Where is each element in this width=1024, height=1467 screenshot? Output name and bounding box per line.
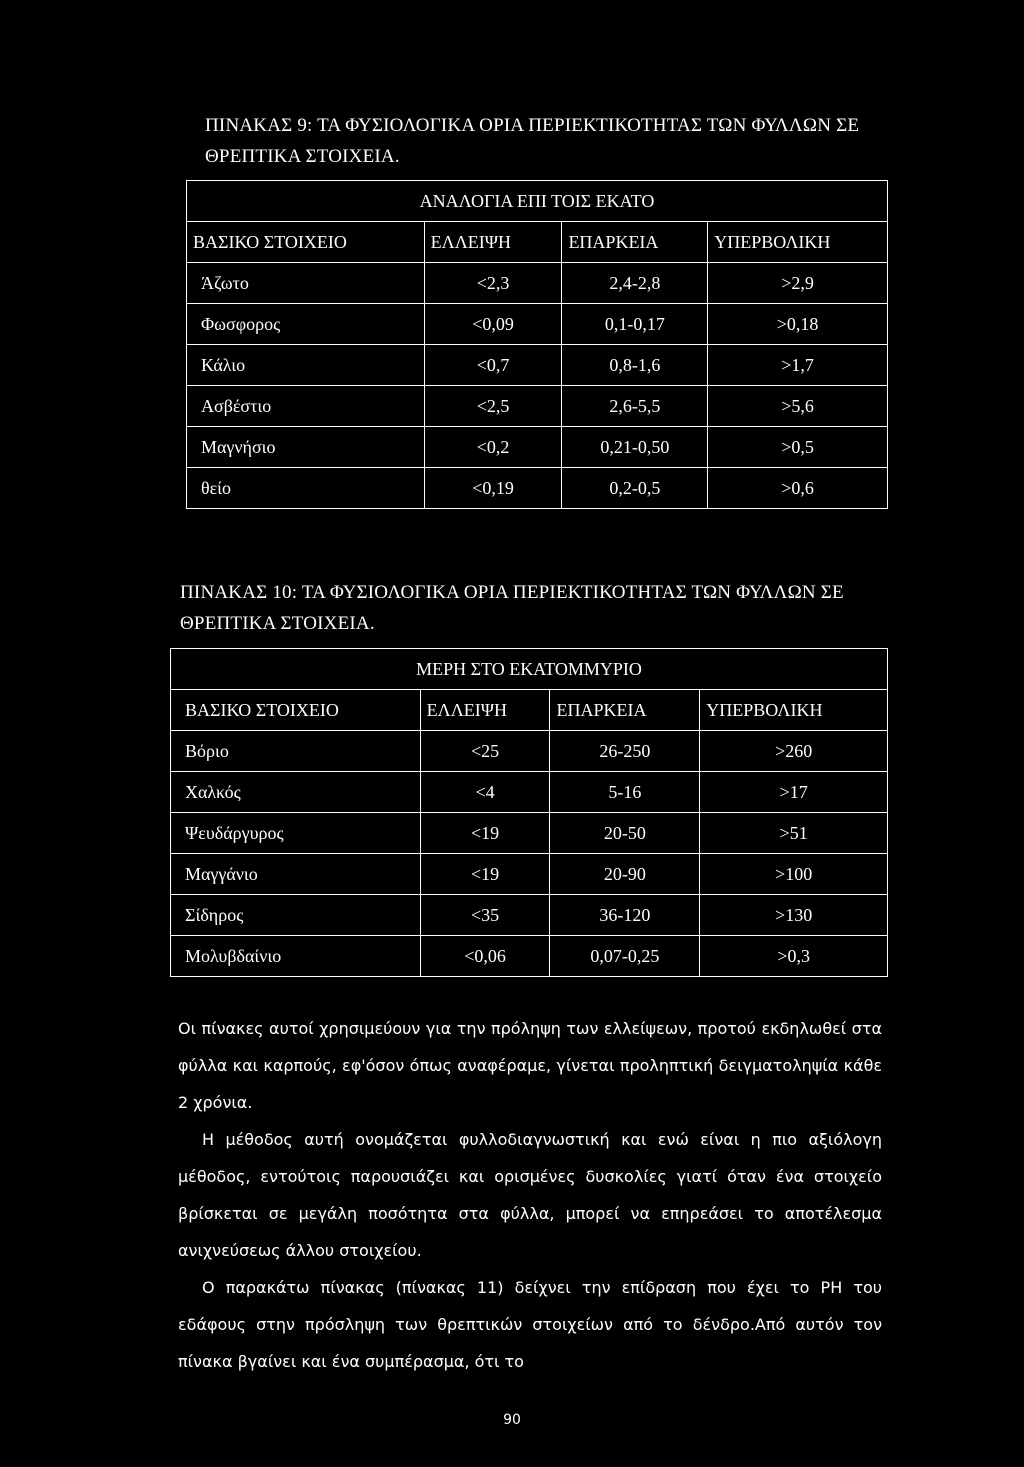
page-number: 90 xyxy=(503,1412,521,1428)
table9-element: Κάλιο xyxy=(187,345,425,386)
table10-excess: >0,3 xyxy=(700,936,888,977)
table9-excess: >5,6 xyxy=(708,386,888,427)
table9-sufficiency: 0,2-0,5 xyxy=(562,468,708,509)
table9-col-header: ΕΠΑΡΚΕΙΑ xyxy=(562,222,708,263)
table10-sufficiency: 0,07-0,25 xyxy=(550,936,700,977)
paragraph: Οι πίνακες αυτοί χρησιμεύουν για την πρόληψη των ελλείψεων, προτού εκδηλωθεί στα φύλλα και καρπούς, εφ'όσον όπως αναφέραμε, γίνεται προληπτική δειγματοληψία κάθε 2 χρόνια. xyxy=(178,1019,882,1112)
table9-element: θείο xyxy=(187,468,425,509)
table9-element: Ασβέστιο xyxy=(187,386,425,427)
table9-deficiency: <0,09 xyxy=(424,304,562,345)
table-row xyxy=(187,345,888,386)
table9-col-header: ΕΛΛΕΙΨΗ xyxy=(424,222,562,263)
table10-element: Μαγγάνιο xyxy=(171,854,421,895)
table-9 xyxy=(186,180,888,509)
table10-excess: >51 xyxy=(700,813,888,854)
table10-caption: ΠΙΝΑΚΑΣ 10: ΤΑ ΦΥΣΙΟΛΟΓΙΚΑ ΟΡΙΑ ΠΕΡΙΕΚΤΙΚΟΤΗΤΑΣ ΤΩΝ ΦΥΛΛΩΝ ΣΕ ΘΡΕΠΤΙΚΑ ΣΤΟΙΧΕΙΑ. xyxy=(180,582,844,634)
table-row xyxy=(187,386,888,427)
table-row xyxy=(171,813,888,854)
table9-deficiency: <0,19 xyxy=(424,468,562,509)
table9-sufficiency: 2,6-5,5 xyxy=(562,386,708,427)
table-row xyxy=(171,895,888,936)
table10-excess: >130 xyxy=(700,895,888,936)
table10-sufficiency: 20-50 xyxy=(550,813,700,854)
table10-element: Μολυβδαίνιο xyxy=(171,936,421,977)
table-10 xyxy=(170,648,888,977)
table9-excess: >0,5 xyxy=(708,427,888,468)
table-row xyxy=(171,772,888,813)
table9-deficiency: <0,7 xyxy=(424,345,562,386)
paragraph: Ο παρακάτω πίνακας (πίνακας 11) δείχνει την επίδραση που έχει το PH του εδάφους στην πρόσληψη των θρεπτικών στοιχείων από το δένδρο.Από αυτόν τον πίνακα βγαίνει και ένα συμπέρασμα, ότι το xyxy=(178,1278,882,1371)
table9-excess: >0,18 xyxy=(708,304,888,345)
body-text xyxy=(178,1010,882,1380)
table10-element: Βόριο xyxy=(171,731,421,772)
table10-deficiency: <19 xyxy=(420,854,550,895)
table10-sufficiency: 26-250 xyxy=(550,731,700,772)
table9-deficiency: <2,5 xyxy=(424,386,562,427)
table9-deficiency: <0,2 xyxy=(424,427,562,468)
table10-deficiency: <4 xyxy=(420,772,550,813)
table9-sufficiency: 0,8-1,6 xyxy=(562,345,708,386)
paragraph: Η μέθοδος αυτή ονομάζεται φυλλοδιαγνωστική και ενώ είναι η πιο αξιόλογη μέθοδος, εντούτοις παρουσιάζει και ορισμένες δυσκολίες γιατί όταν ένα στοιχείο βρίσκεται σε μεγάλη ποσότητα στα φύλλα, μπορεί να επηρεάσει το αποτέλεσμα ανιχνεύσεως άλλου στοιχείου. xyxy=(178,1130,882,1260)
table10-deficiency: <35 xyxy=(420,895,550,936)
table10-col-header: ΥΠΕΡΒΟΛΙΚΗ xyxy=(700,690,888,731)
table-row xyxy=(187,304,888,345)
table-row xyxy=(187,263,888,304)
table10-col-header: ΕΠΑΡΚΕΙΑ xyxy=(550,690,700,731)
table9-excess: >0,6 xyxy=(708,468,888,509)
table-row xyxy=(171,731,888,772)
table9-excess: >2,9 xyxy=(708,263,888,304)
table10-sufficiency: 36-120 xyxy=(550,895,700,936)
table9-sufficiency: 0,1-0,17 xyxy=(562,304,708,345)
table9-span-header: ΑΝΑΛΟΓΙΑ ΕΠΙ ΤΟΙΣ ΕΚΑΤΟ xyxy=(187,181,888,222)
table10-deficiency: <19 xyxy=(420,813,550,854)
table10-excess: >260 xyxy=(700,731,888,772)
table10-element: Σίδηρος xyxy=(171,895,421,936)
table-row xyxy=(171,854,888,895)
table10-col-header: ΕΛΛΕΙΨΗ xyxy=(420,690,550,731)
table9-element: Άζωτο xyxy=(187,263,425,304)
table10-element: Χαλκός xyxy=(171,772,421,813)
table10-sufficiency: 5-16 xyxy=(550,772,700,813)
table-row xyxy=(171,936,888,977)
table9-caption: ΠΙΝΑΚΑΣ 9: ΤΑ ΦΥΣΙΟΛΟΓΙΚΑ ΟΡΙΑ ΠΕΡΙΕΚΤΙΚΟΤΗΤΑΣ ΤΩΝ ΦΥΛΛΩΝ ΣΕ ΘΡΕΠΤΙΚΑ ΣΤΟΙΧΕΙΑ. xyxy=(205,115,860,167)
table10-deficiency: <25 xyxy=(420,731,550,772)
table9-deficiency: <2,3 xyxy=(424,263,562,304)
table9-element: Μαγνήσιο xyxy=(187,427,425,468)
table10-deficiency: <0,06 xyxy=(420,936,550,977)
table10-element: Ψευδάργυρος xyxy=(171,813,421,854)
table9-element: Φωσφορος xyxy=(187,304,425,345)
table9-col-header: ΒΑΣΙΚΟ ΣΤΟΙΧΕΙΟ xyxy=(187,222,425,263)
table10-excess: >100 xyxy=(700,854,888,895)
table9-col-header: ΥΠΕΡΒΟΛΙΚΗ xyxy=(708,222,888,263)
table10-sufficiency: 20-90 xyxy=(550,854,700,895)
table10-col-header: ΒΑΣΙΚΟ ΣΤΟΙΧΕΙΟ xyxy=(171,690,421,731)
table9-sufficiency: 0,21-0,50 xyxy=(562,427,708,468)
table-row xyxy=(187,427,888,468)
table9-excess: >1,7 xyxy=(708,345,888,386)
table9-sufficiency: 2,4-2,8 xyxy=(562,263,708,304)
table10-span-header: ΜΕΡΗ ΣΤΟ ΕΚΑΤΟΜΜΥΡΙΟ xyxy=(171,649,888,690)
table-row xyxy=(187,468,888,509)
table10-excess: >17 xyxy=(700,772,888,813)
